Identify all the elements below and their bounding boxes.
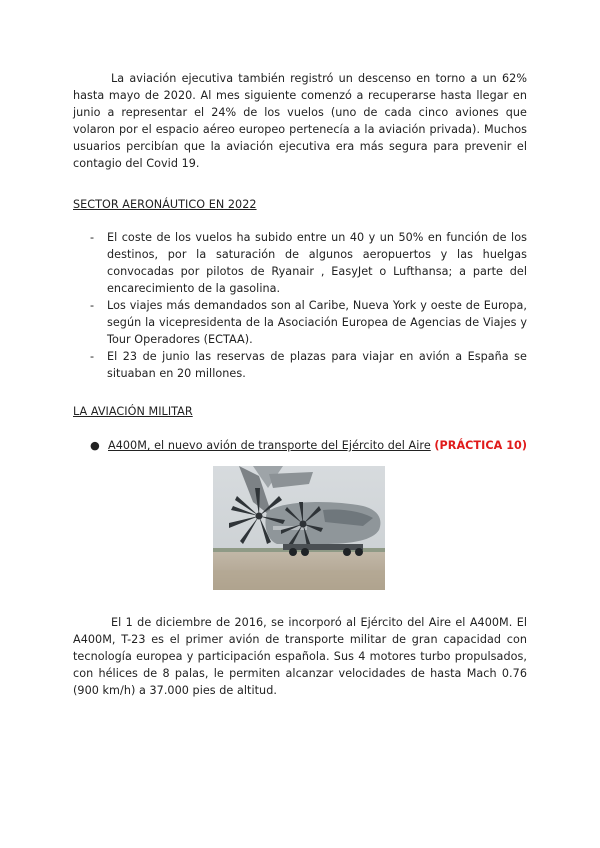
section-heading-military: LA AVIACIÓN MILITAR xyxy=(73,405,193,418)
dash-list-2022 xyxy=(73,229,527,382)
a400m-link[interactable]: A400M, el nuevo avión de transporte del Ejército del Aire xyxy=(108,439,431,452)
bullet-dot-icon: ● xyxy=(90,439,100,452)
a400m-aircraft-photo xyxy=(213,466,385,590)
section-heading-2022: SECTOR AERONÁUTICO EN 2022 xyxy=(73,198,257,211)
practice-tag: (PRÁCTICA 10) xyxy=(434,439,528,452)
a400m-bullet-text xyxy=(108,437,527,454)
list-item: - Los viajes más demandados son al Caribe, Nueva York y oeste de Europa, según la vicepresidenta de la Asociación Europea de Agencias de Viajes y Tour Operadores (ECTAA). xyxy=(73,297,527,348)
military-paragraph xyxy=(73,614,527,699)
list-item: - El 23 de junio las reservas de plazas para viajar en avión a España se situaban en 20 millones. xyxy=(73,348,527,382)
list-item: - El coste de los vuelos ha subido entre un 40 y un 50% en función de los destinos, por la saturación de algunos aeropuertos y las huelgas convocadas por pilotos de Ryanair , EasyJet o Lufthansa; a parte del encarecimiento de la gasolina. xyxy=(73,229,527,297)
intro-paragraph xyxy=(73,70,527,172)
intro-paragraph-text: La aviación ejecutiva también registró un descenso en torno a un 62% hasta mayo de 2020. Al mes siguiente comenzó a recuperarse hasta llegar en junio a representar el 24% de los vuelos (uno de cada cinco aviones que volaron por el espacio aéreo europeo pertenecía a la aviación privada). Muchos usuarios percibían que la aviación ejecutiva era más segura para prevenir el contagio del Covid 19. xyxy=(73,72,527,170)
military-paragraph-text: El 1 de diciembre de 2016, se incorporó al Ejército del Aire el A400M. El A400M, T-23 es el primer avión de transporte militar de gran capacidad con tecnología europea y participación española. Sus 4 motores turbo propulsados, con hélices de 8 palas, le permiten alcanzar velocidades de hasta Mach 0.76 (900 km/h) a 37.000 pies de altitud. xyxy=(73,616,527,697)
